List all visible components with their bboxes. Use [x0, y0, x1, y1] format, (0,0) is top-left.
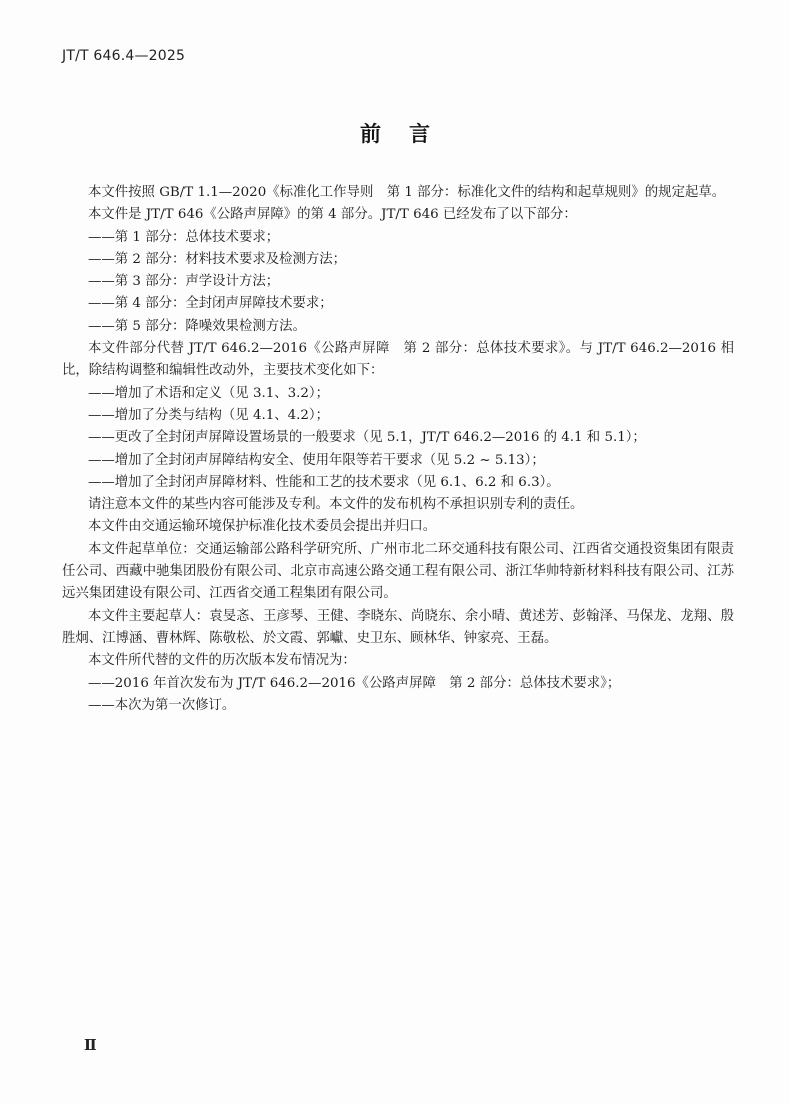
list-item: ——第 3 部分：声学设计方法； [88, 274, 280, 290]
page-title: 前言 [360, 122, 458, 146]
document-code: JT/T 646.4—2025 [62, 48, 186, 64]
paragraph-replacement: 本文件部分代替 JT/T 646.2—2016《公路声屏障 第 2 部分：总体技术要求》。与 JT/T 646.2—2016 相比，除结构调整和编辑性改动外，主要技术变化如下： [62, 341, 734, 379]
list-item: ——增加了全封闭声屏障材料、性能和工艺的技术要求（见 6.1、6.2 和 6.3）。 [88, 474, 560, 490]
paragraph-proposer: 本文件由交通运输环境保护标准化技术委员会提出并归口。 [88, 519, 437, 535]
list-item: ——增加了分类与结构（见 4.1、4.2）； [88, 407, 330, 423]
page-number: Ⅱ [84, 1036, 97, 1054]
paragraph-history-intro: 本文件所代替的文件的历次版本发布情况为： [88, 653, 356, 669]
paragraph-drafting-basis: 本文件按照 GB/T 1.1—2020《标准化工作导则 第 1 部分：标准化文件的结构和起草规则》的规定起草。 [88, 185, 726, 200]
foreword-body [62, 182, 734, 717]
list-item: ——更改了全封闭声屏障设置场景的一般要求（见 5.1，JT/T 646.2—2016 的 4.1 和 5.1）； [88, 430, 646, 446]
list-item: ——第 5 部分：降噪效果检测方法。 [88, 318, 306, 334]
paragraph-drafters: 本文件主要起草人：袁旻忞、王彦琴、王健、李晓东、尚晓东、余小晴、黄述芳、彭翰泽、马保龙、龙翔、殷胜炯、江博涵、曹林辉、陈敬松、於文霞、郭巘、史卫东、顾林华、钟家亮、王磊。 [62, 608, 734, 646]
list-item: ——增加了全封闭声屏障结构安全、使用年限等若干要求（见 5.2 ~ 5.13）； [88, 452, 545, 468]
paragraph-series-intro: 本文件是 JT/T 646《公路声屏障》的第 4 部分。JT/T 646 已经发布了以下部分： [88, 207, 577, 223]
list-item: ——第 4 部分：全封闭声屏障技术要求； [88, 296, 333, 312]
list-item: ——第 2 部分：材料技术要求及检测方法； [88, 251, 347, 267]
list-item: ——第 1 部分：总体技术要求； [88, 229, 280, 245]
paragraph-drafting-units: 本文件起草单位：交通运输部公路科学研究所、广州市北二环交通科技有限公司、江西省交通投资集团有限责任公司、西藏中驰集团股份有限公司、北京市高速公路交通工程有限公司、浙江华帅特新材料科技有限公司、江苏远兴集团建设有限公司、江西省交通工程集团有限公司。 [62, 541, 734, 602]
paragraph-patent-notice: 请注意本文件的某些内容可能涉及专利。本文件的发布机构不承担识别专利的责任。 [88, 497, 584, 513]
list-item: ——本次为第一次修订。 [88, 697, 236, 713]
list-item: ——2016 年首次发布为 JT/T 646.2—2016《公路声屏障 第 2 部分：总体技术要求》； [88, 675, 621, 691]
list-item: ——增加了术语和定义（见 3.1、3.2）； [88, 385, 330, 401]
